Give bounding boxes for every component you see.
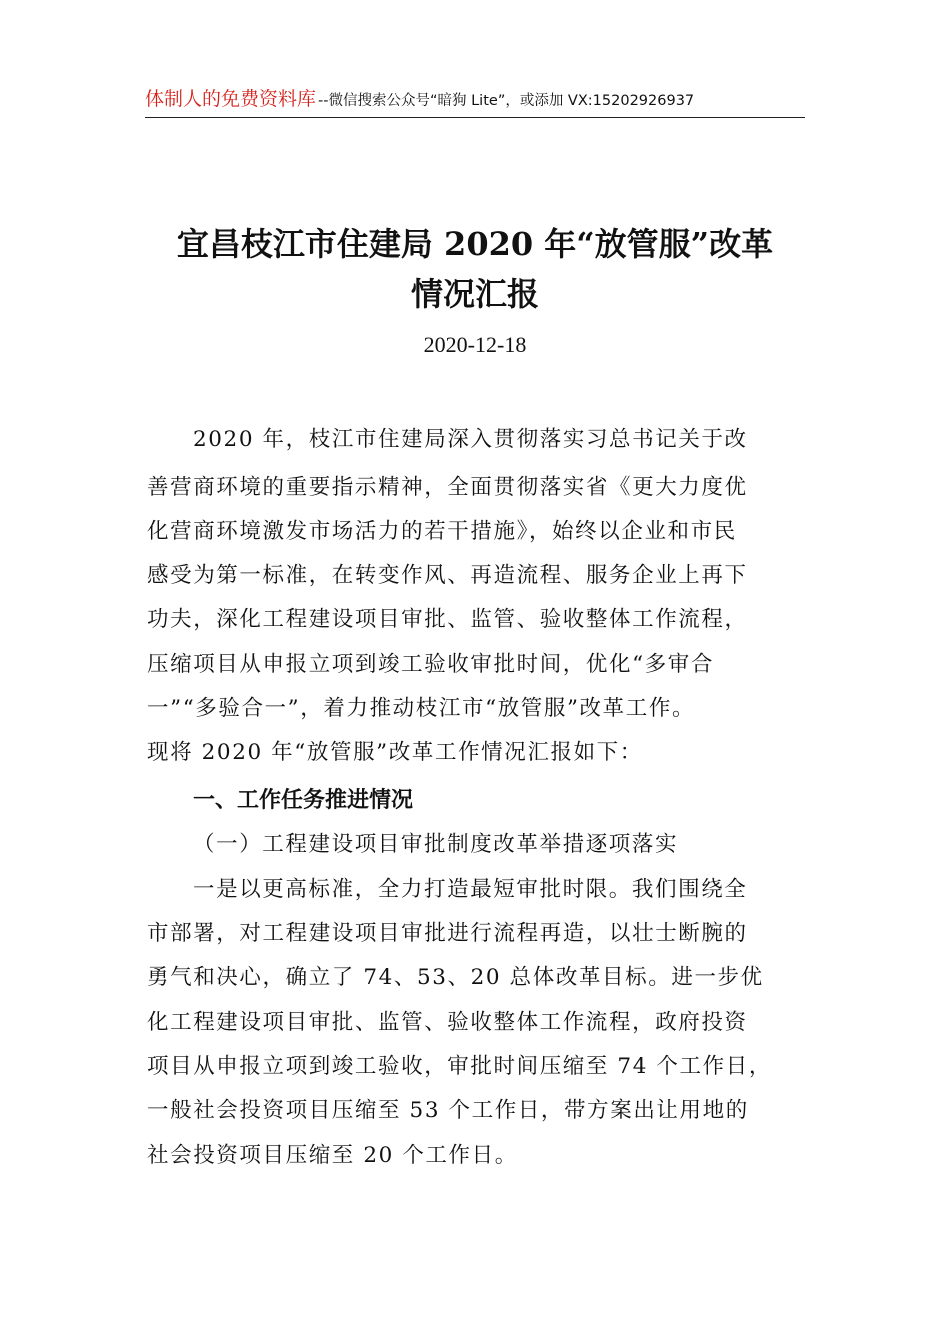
body-line: 社会投资项目压缩至 20 个工作日。: [147, 1143, 518, 1168]
watermark-header: [145, 84, 805, 118]
document-title-line-1: 宜昌枝江市住建局 2020 年“放管服”改革: [176, 225, 774, 263]
intro-line: 功夫，深化工程建设项目审批、监管、验收整体工作流程，: [147, 607, 748, 632]
header-brand: 体制人的免费资料库: [145, 88, 317, 110]
intro-line: 压缩项目从申报立项到竣工验收审批时间，优化“多审合: [147, 652, 714, 677]
body-line: 一是以更高标准，全力打造最短审批时限。我们围绕全: [193, 877, 748, 902]
document-title-line-2: 情况汇报: [410, 275, 539, 313]
body-line: 项目从申报立项到竣工验收，审批时间压缩至 74 个工作日，: [147, 1054, 772, 1079]
document-date: 2020-12-18: [423, 332, 527, 357]
intro-line: 现将 2020 年“放管服”改革工作情况汇报如下：: [147, 740, 643, 765]
body-line: 一般社会投资项目压缩至 53 个工作日，带方案出让用地的: [147, 1098, 749, 1123]
subsection-heading: （一）工程建设项目审批制度改革举措逐项落实: [193, 832, 679, 857]
body-line: 市部署，对工程建设项目审批进行流程再造，以壮士断腕的: [147, 921, 748, 946]
body-line: 勇气和决心，确立了 74、53、20 总体改革目标。进一步优: [147, 965, 764, 990]
intro-line: 一”“多验合一”，着力推动枝江市“放管服”改革工作。: [147, 696, 696, 721]
section-heading: 一、工作任务推进情况: [193, 788, 414, 813]
intro-line: 感受为第一标准，在转变作风、再造流程、服务企业上再下: [147, 563, 748, 588]
header-note: --微信搜索公众号“暗狗 Lite”，或添加 VX:15202926937: [318, 93, 695, 109]
body-line: 化工程建设项目审批、监管、验收整体工作流程，政府投资: [147, 1010, 748, 1035]
intro-line: 化营商环境激发市场活力的若干措施》，始终以企业和市民: [147, 519, 737, 544]
intro-line: 善营商环境的重要指示精神，全面贯彻落实省《更大力度优: [147, 475, 748, 500]
intro-line: 2020 年，枝江市住建局深入贯彻落实习总书记关于改: [193, 427, 748, 452]
